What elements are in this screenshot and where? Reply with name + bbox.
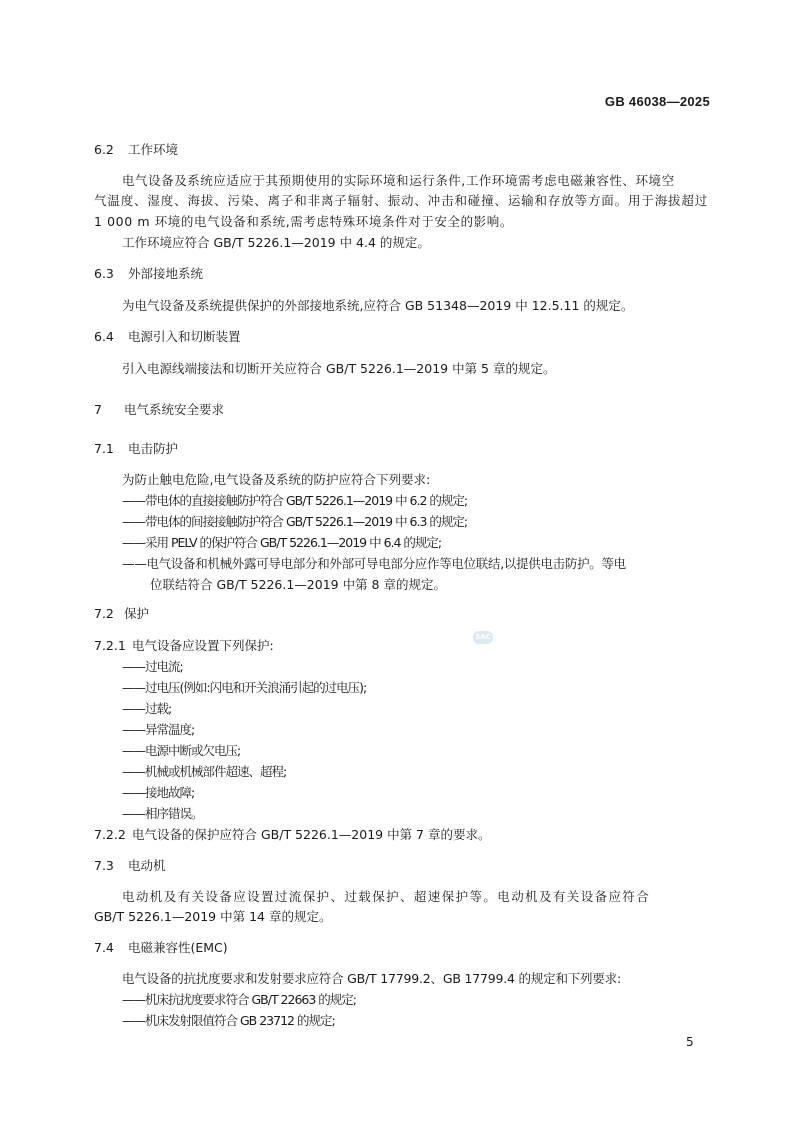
list-item: ——带电体的间接接触防护符合 GB/T 5226.1—2019 中 6.3 的规定; [122,514,468,529]
list-item: ——带电体的直接接触防护符合 GB/T 5226.1—2019 中 6.2 的规定; [122,493,468,508]
clause-text: 电气设备应设置下列保护: [132,638,274,653]
section-title: 电击防护 [128,441,179,456]
section-title: 外部接地系统 [128,266,204,281]
list-item: ——电源中断或欠电压; [122,743,241,758]
standard-code-header: GB 46038—2025 [604,94,710,109]
chapter-7-heading [94,401,224,419]
list-item: ——机床抗扰度要求符合 GB/T 22663 的规定; [122,992,357,1007]
clause-number: 7.2.1 [94,638,126,653]
sac-watermark: SAC [473,631,493,644]
list-item: ——机械或机械部件超速、超程; [122,764,287,779]
list-item: ——机床发射限值符合 GB 23712 的规定; [122,1013,335,1028]
paragraph-line: 为电气设备及系统提供保护的外部接地系统,应符合 GB 51348—2019 中 12.5.11 的规定。 [122,298,634,313]
list-item: ——电气设备和机械外露可导电部分和外部可导电部分应作等电位联结,以提供电击防护。等电 [122,556,626,571]
paragraph-line: 电气设备的抗扰度要求和发射要求应符合 GB/T 17799.2、GB 17799.4 的规定和下列要求: [122,971,621,986]
list-item: ——过电流; [122,659,183,674]
section-7-3-heading [94,857,166,875]
section-7-1-heading [94,440,178,458]
list-item-continuation: 位联结符合 GB/T 5226.1—2019 中第 8 章的规定。 [150,577,446,592]
section-number: 7.3 [94,858,114,873]
section-title: 电源引入和切断装置 [128,329,241,344]
paragraph-line: 电动机及有关设备应设置过流保护、过载保护、超速保护等。电动机及有关设备应符合 [122,889,651,904]
clause-text: 电气设备的保护应符合 GB/T 5226.1—2019 中第 7 章的要求。 [132,827,491,842]
list-item: ——异常温度; [122,722,195,737]
paragraph-line: 气温度、湿度、海拔、污染、离子和非离子辐射、振动、冲击和碰撞、运输和存放等方面。用于海拔超过 [94,193,709,208]
paragraph-line: 为防止触电危险,电气设备及系统的防护应符合下列要求: [122,472,431,487]
section-number: 6.2 [94,142,114,157]
section-number: 6.3 [94,266,114,281]
paragraph-line: 引入电源线端接法和切断开关应符合 GB/T 5226.1—2019 中第 5 章的规定。 [122,361,556,376]
clause-7-2-2 [94,826,490,844]
section-title: 保护 [124,606,150,621]
section-6-2-heading [94,141,178,159]
list-item: ——相序错误。 [122,806,203,821]
paragraph-line: 工作环境应符合 GB/T 5226.1—2019 中 4.4 的规定。 [122,235,430,250]
list-item: ——过电压(例如:闪电和开关浪涌引起的过电压); [122,680,367,695]
section-number: 7.2 [94,606,114,621]
section-7-2-heading [94,605,149,623]
section-number: 7.1 [94,441,114,456]
paragraph-line: GB/T 5226.1—2019 中第 14 章的规定。 [94,909,332,924]
paragraph-line: 电气设备及系统应适应于其预期使用的实际环境和运行条件,工作环境需考虑电磁兼容性、环境空 [122,173,675,188]
section-title: 电磁兼容性(EMC) [128,940,228,955]
list-item: ——接地故障; [122,785,195,800]
chapter-title: 电气系统安全要求 [124,402,225,417]
list-item: ——采用 PELV 的保护符合 GB/T 5226.1—2019 中 6.4 的规定; [122,535,442,550]
section-title: 电动机 [128,858,166,873]
section-6-4-heading [94,328,241,346]
section-number: 6.4 [94,329,114,344]
section-7-4-heading [94,939,228,957]
clause-number: 7.2.2 [94,827,126,842]
section-title: 工作环境 [128,142,179,157]
paragraph-line: 1 000 m 环境的电气设备和系统,需考虑特殊环境条件对于安全的影响。 [94,214,513,229]
clause-7-2-1 [94,637,274,655]
list-item: ——过载; [122,701,172,716]
section-number: 7.4 [94,940,114,955]
chapter-number: 7 [94,402,102,417]
section-6-3-heading [94,265,203,283]
page-number: 5 [686,1035,694,1049]
